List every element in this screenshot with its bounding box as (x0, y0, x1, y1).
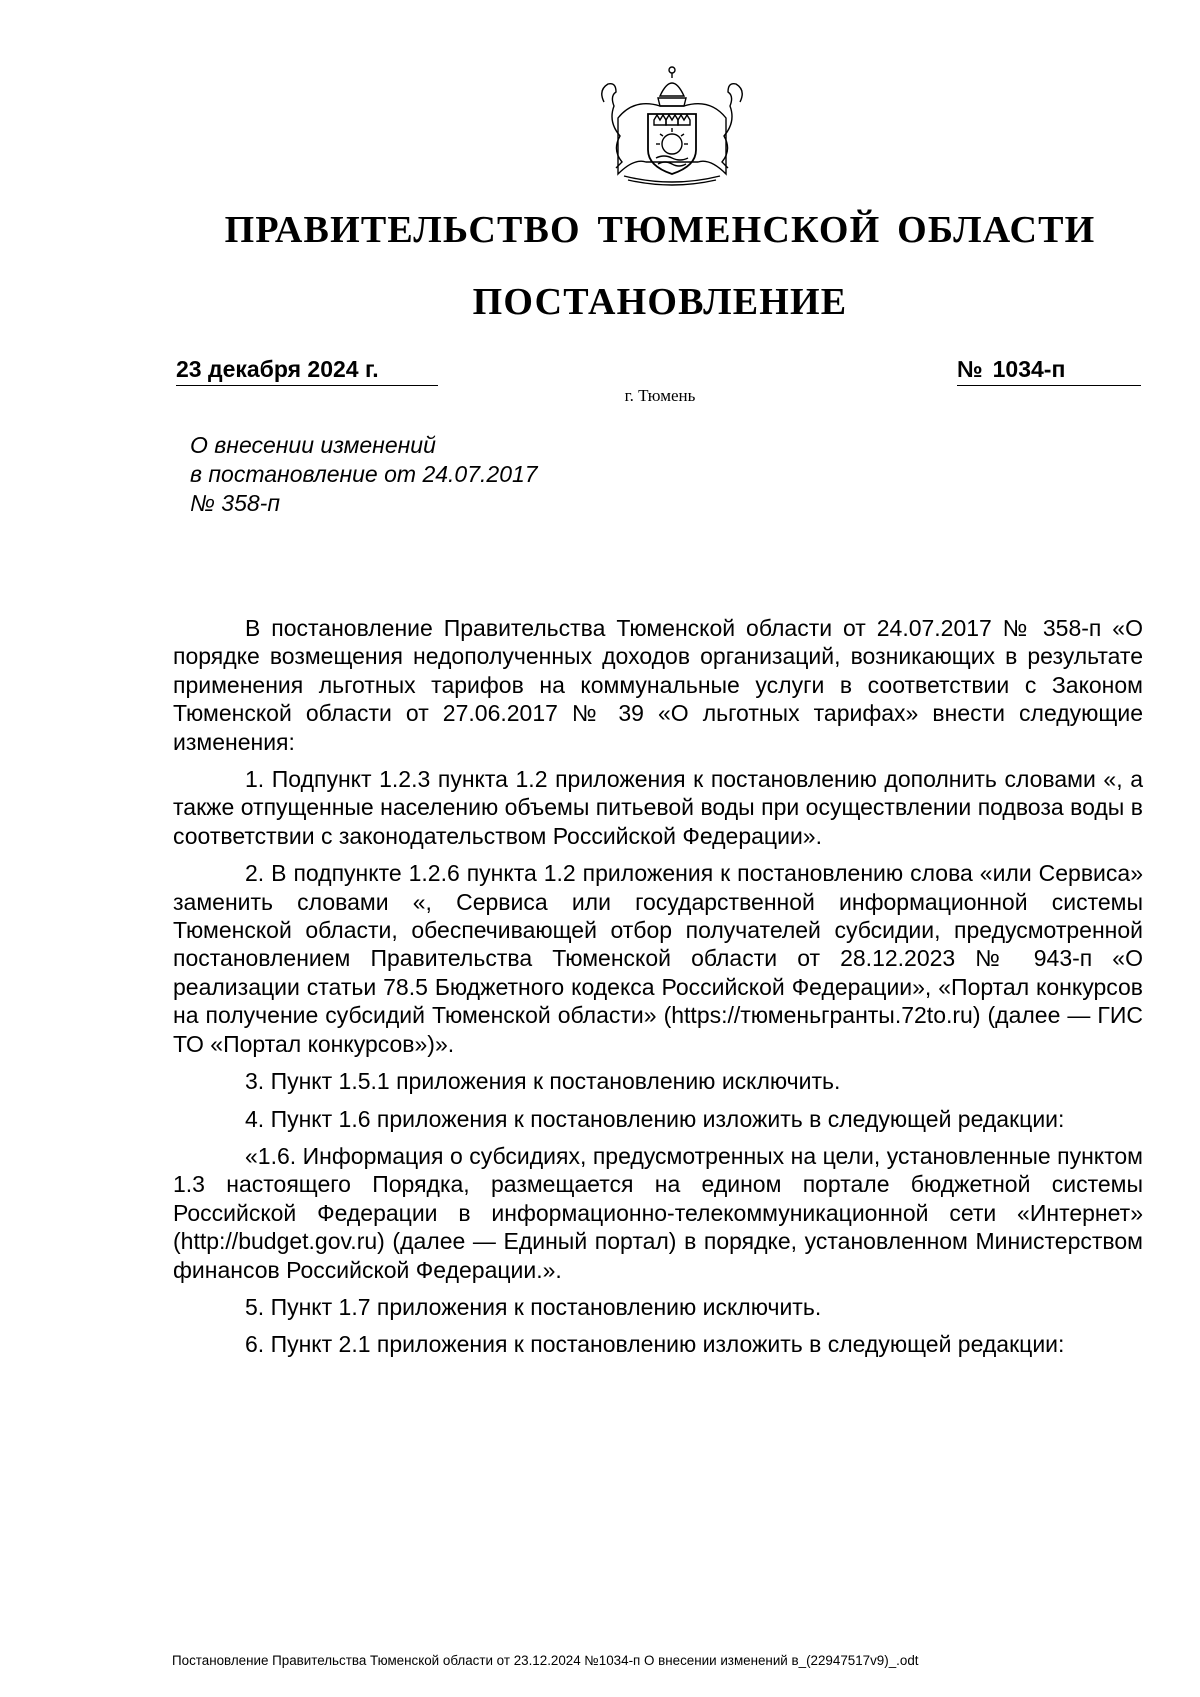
amendment-item-4: 4. Пункт 1.6 приложения к постановлению изложить в следующей редакции: (245, 1105, 1065, 1132)
document-body (173, 614, 1143, 1368)
city-label: г. Тюмень (624, 386, 696, 405)
amendment-item-1: 1. Подпункт 1.2.3 пункта 1.2 приложения к постановлению дополнить словами «, а также отпущенные населению объемы питьевой воды при осуществлении подвоза воды в соответствии с законодательством Российской Федерации». (173, 766, 1143, 849)
quoted-clause-1-6: «1.6. Информация о субсидиях, предусмотренных на цели, установленные пунктом 1.3 настоящего Порядка, размещается на едином портале бюджетной системы Российской Федерации в информационно-телекоммуникационной сети «Интернет» (http://budget.gov.ru) (далее — Единый портал) в порядке, установленном Министерством финансов Российской Федерации.». (173, 1142, 1143, 1283)
subject-line: № 358-п (190, 490, 280, 516)
document-subject (190, 431, 710, 518)
page-footer: Постановление Правительства Тюменской области от 23.12.2024 №1034-п О внесении изменений в_(22947517v9)_.odt (172, 1653, 919, 1668)
subject-line: О внесении изменений (190, 432, 436, 458)
amendment-item-2: 2. В подпункте 1.2.6 пункта 1.2 приложения к постановлению слова «или Сервиса» заменить словами «, Сервиса или государственной информационной системы Тюменской области, обеспечивающей отбор получателей субсидии, предусмотренной постановлением Правительства Тюменской области от 28.12.2023 № 943-п «О реализации статьи 78.5 Бюджетного кодекса Российской Федерации», «Портал конкурсов на получение субсидий Тюменской области» (https://тюменьгранты.72to.ru) (далее — ГИС ТО «Портал конкурсов»)». (173, 860, 1143, 1057)
amendment-item-3: 3. Пункт 1.5.1 приложения к постановлению исключить. (245, 1068, 841, 1095)
coat-of-arms-emblem (594, 62, 750, 186)
amendment-item-5: 5. Пункт 1.7 приложения к постановлению исключить. (245, 1293, 822, 1320)
document-number: 1034-п (992, 356, 1066, 382)
amendment-item-6: 6. Пункт 2.1 приложения к постановлению изложить в следующей редакции: (245, 1331, 1065, 1358)
preamble-paragraph: В постановление Правительства Тюменской области от 24.07.2017 № 358-п «О порядке возмещения недополученных доходов организаций, возникающих в результате применения льготных тарифов на коммунальные услуги в соответствии с Законом Тюменской области от 27.06.2017 № 39 «О льготных тарифах» внести следующие изменения: (173, 615, 1143, 755)
government-title: ПРАВИТЕЛЬСТВО ТЮМЕНСКОЙ ОБЛАСТИ (224, 209, 1096, 251)
number-sign: № (957, 356, 983, 382)
document-number-field (957, 354, 1141, 386)
document-type-heading: ПОСТАНОВЛЕНИЕ (472, 281, 848, 323)
subject-line: в постановление от 24.07.2017 (190, 461, 538, 487)
document-date: 23 декабря 2024 г. (176, 354, 438, 386)
